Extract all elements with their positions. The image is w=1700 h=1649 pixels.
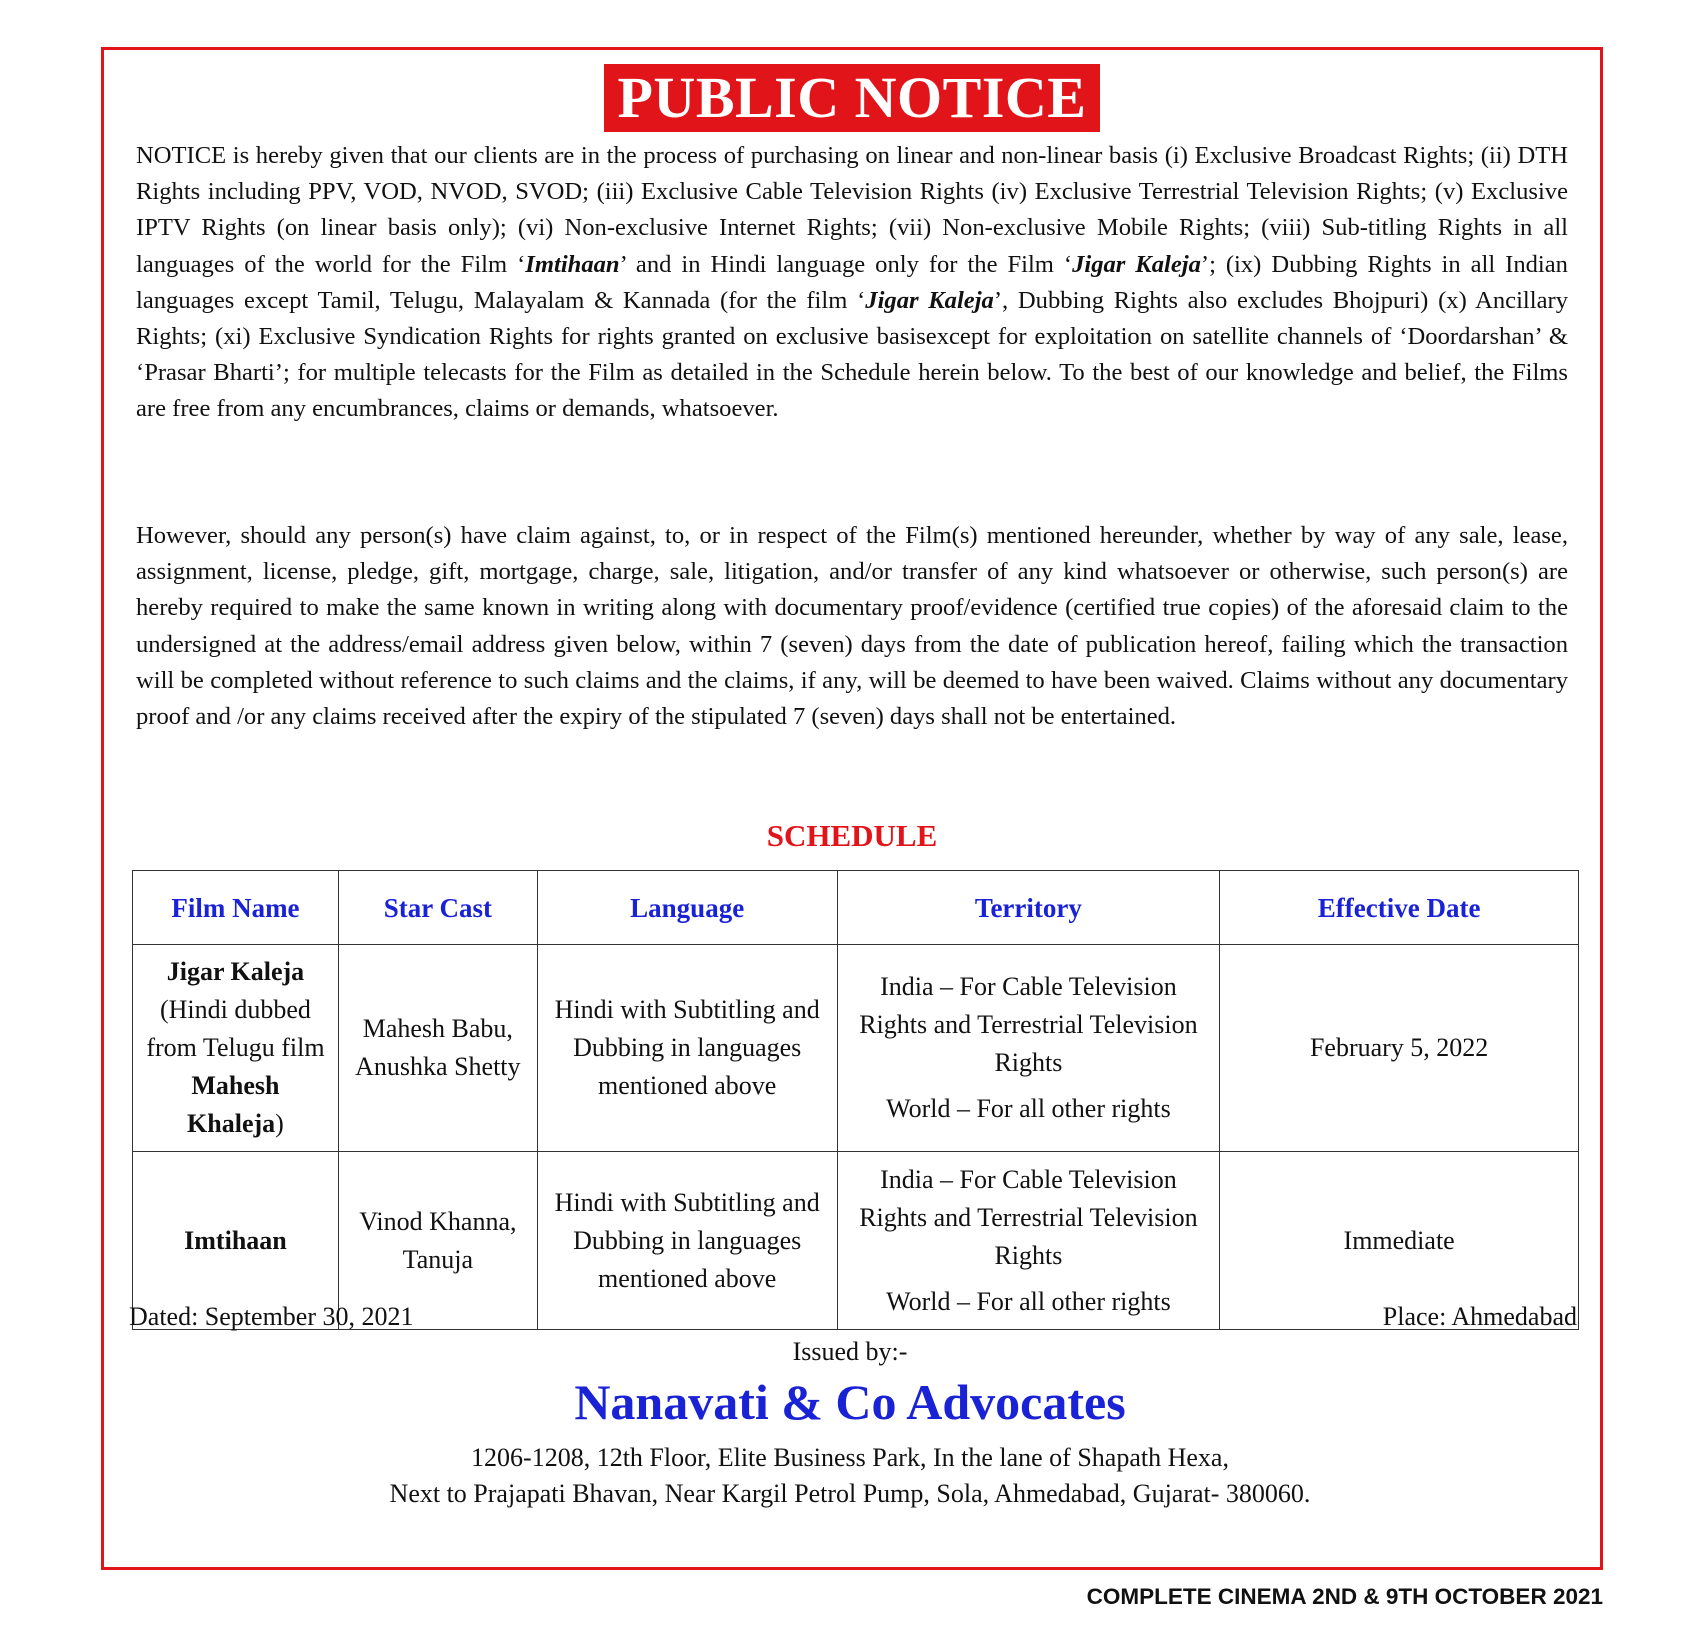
p1-text-4: ’, Dubbing Rights also excludes Bhojpuri) (x) Ancillary Rights; (xi) Exclusive Syndication Rights for rights granted on exclusive basisexcept for exploitation on satellite channels of ‘Doordarshan’ & ‘Prasar Bharti’; for multiple telecasts for the Film as detailed in the Schedule herein below. To the best of our knowledge and belief, the Films are free from any encumbrances, claims or demands, whatsoever. — [136, 286, 1568, 423]
film-title: Jigar Kaleja — [166, 957, 305, 986]
p1-text-2: ’ and in Hindi language only for the Film ‘ — [619, 250, 1073, 278]
schedule-heading: SCHEDULE — [766, 818, 938, 853]
p1-text-3: ’; (ix) Dubbing Rights in all Indian languages except Tamil, Telugu, Malayalam & Kannada (for the film ‘ — [136, 250, 1568, 314]
notice-paragraph-1 — [136, 138, 1568, 428]
p1-text-1: NOTICE is hereby given that our clients are in the process of purchasing on linear and non-linear basis (i) Exclusive Broadcast Rights; (ii) DTH Rights including PPV, VOD, NVOD, SVOD; (iii) Exclusive Cable Television Rights (iv) Exclusive Terrestrial Television Rights; (v) Exclusive IPTV Rights (on linear basis only); (vi) Non-exclusive Internet Rights; (vii) Non-exclusive Mobile Rights; (viii) Sub-titling Rights in all languages of the world for the Film ‘ — [136, 142, 1568, 278]
place-text: Place: Ahmedabad — [1382, 1302, 1577, 1331]
territory-world: World – For all other rights — [886, 1094, 1171, 1123]
dated-text: Dated: September 30, 2021 — [129, 1302, 414, 1331]
cell-star-cast: Vinod Khanna, Tanuja — [338, 1152, 537, 1330]
cell-language: Hindi with Subtitling and Dubbing in languages mentioned above — [537, 1152, 837, 1330]
col-header-effective-date: Effective Date — [1220, 871, 1579, 945]
cell-star-cast: Mahesh Babu, Anushka Shetty — [338, 945, 537, 1152]
address-line-2: Next to Prajapati Bhavan, Near Kargil Petrol Pump, Sola, Ahmedabad, Gujarat- 380060. — [389, 1479, 1311, 1508]
film-note-close: ) — [275, 1109, 284, 1138]
territory-world: World – For all other rights — [886, 1286, 1171, 1316]
title-wrap — [104, 64, 1600, 132]
col-header-territory: Territory — [837, 871, 1220, 945]
cell-film-name — [133, 945, 339, 1152]
issued-by: Issued by:- — [792, 1337, 908, 1366]
schedule-table — [132, 870, 1579, 1330]
film-name-jigar-kaleja-2: Jigar Kaleja — [865, 286, 994, 314]
film-name-imtihaan: Imtihaan — [525, 250, 620, 278]
firm-name: Nanavati & Co Advocates — [574, 1374, 1126, 1430]
territory-india: India – For Cable Television Rights and Terrestrial Television Rights — [859, 1164, 1198, 1270]
col-header-language: Language — [537, 871, 837, 945]
page-title: PUBLIC NOTICE — [604, 64, 1101, 132]
col-header-star-cast: Star Cast — [338, 871, 537, 945]
cell-effective-date: February 5, 2022 — [1220, 945, 1579, 1152]
table-row — [133, 945, 1579, 1152]
address-line-1: 1206-1208, 12th Floor, Elite Business Park, In the lane of Shapath Hexa, — [471, 1443, 1229, 1472]
table-header-row — [133, 871, 1579, 945]
film-name-jigar-kaleja: Jigar Kaleja — [1072, 250, 1201, 278]
cell-effective-date: Immediate — [1220, 1152, 1579, 1330]
territory-india: India – For Cable Television Rights and Terrestrial Television Rights — [859, 972, 1198, 1077]
cell-territory — [837, 945, 1220, 1152]
film-original-title: Mahesh Khaleja — [187, 1071, 280, 1138]
film-title: Imtihaan — [184, 1225, 287, 1255]
film-note: (Hindi dubbed from Telugu film — [146, 995, 325, 1062]
date-place-row — [129, 1302, 1577, 1332]
notice-paragraph-2: However, should any person(s) have claim against, to, or in respect of the Film(s) mentioned hereunder, whether by way of any sale, lease, assignment, license, pledge, gift, mortgage, charge, sale, litigation, and/or transfer of any kind whatsoever or otherwise, such person(s) are hereby required to make the same known in writing along with documentary proof/evidence (certified true copies) of the aforesaid claim to the undersigned at the address/email address given below, within 7 (seven) days from the date of publication hereof, failing which the transaction will be completed without reference to such claims and the claims, if any, will be deemed to have been waived. Claims without any documentary proof and /or any claims received after the expiry of the stipulated 7 (seven) days shall not be entertained. — [136, 522, 1568, 731]
cell-language: Hindi with Subtitling and Dubbing in languages mentioned above — [537, 945, 837, 1152]
col-header-film-name: Film Name — [133, 871, 339, 945]
publication-footer: COMPLETE CINEMA 2ND & 9TH OCTOBER 2021 — [1086, 1584, 1603, 1609]
